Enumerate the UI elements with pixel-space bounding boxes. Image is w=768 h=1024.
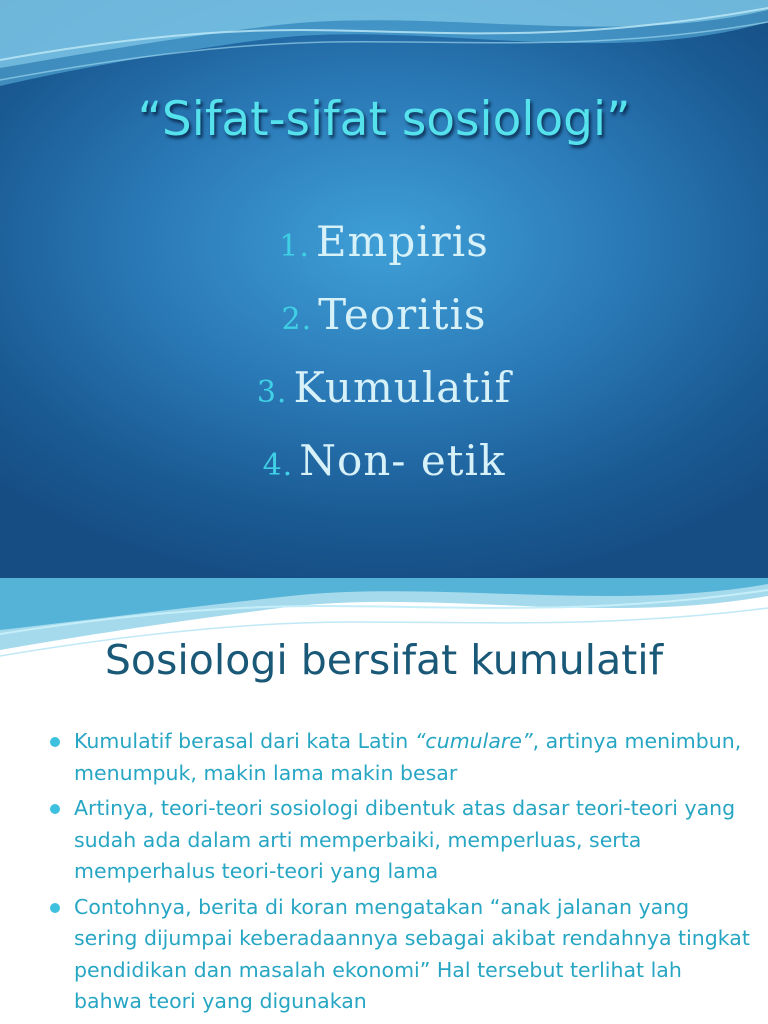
slide-2 <box>0 578 768 1024</box>
list-label: Empiris <box>315 217 489 266</box>
slide-2-title: Sosiologi bersifat kumulatif <box>104 636 664 684</box>
slide-1-title: “Sifat-sifat sosiologi” <box>137 92 631 147</box>
bullet-text: Artinya, teori-teori sosiologi dibentuk atas dasar teori-teori yang sudah ada dalam arti memperbaiki, memperluas, serta memperhalus teori-teori yang lama <box>74 796 736 883</box>
list-number: 3. <box>256 375 288 410</box>
list-item <box>0 358 768 431</box>
list-item <box>0 285 768 358</box>
bullet-item <box>48 892 754 1018</box>
list-number: 2. <box>281 302 313 337</box>
list-number: 1. <box>279 229 310 264</box>
bullet-list <box>48 726 754 1022</box>
traits-list <box>0 212 768 504</box>
bullet-dot-icon <box>50 903 60 913</box>
list-label: Non- etik <box>299 436 506 485</box>
list-number: 4. <box>262 448 294 483</box>
bullet-item <box>48 793 754 888</box>
bullet-dot-icon <box>50 804 60 814</box>
list-item <box>0 212 768 285</box>
bullet-dot-icon <box>50 737 60 747</box>
bullet-item <box>48 726 754 789</box>
list-item <box>0 431 768 504</box>
bullet-text: Contohnya, berita di koran mengatakan “anak jalanan yang sering dijumpai keberadaannya sebagai akibat rendahnya tingkat pendidikan dan masalah ekonomi” Hal tersebut terlihat lah bahwa teori yang digunakan <box>74 894 750 1013</box>
bullet-emphasis: “cumulare” <box>414 729 533 753</box>
bullet-text: , artinya menimbun, menumpuk, makin lama makin besar <box>74 729 742 785</box>
bullet-text: Kumulatif berasal dari kata Latin <box>74 729 415 753</box>
list-label: Teoritis <box>318 290 487 339</box>
list-label: Kumulatif <box>293 363 512 412</box>
